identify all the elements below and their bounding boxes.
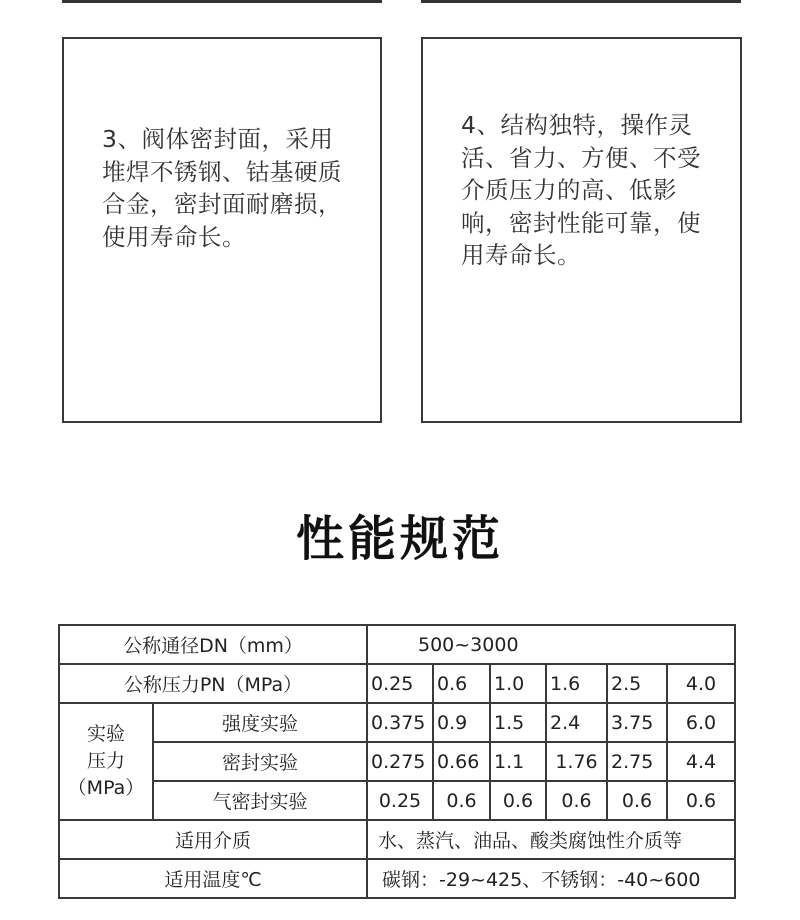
strength-value: 6.0 (667, 703, 735, 742)
card-top-border-left (62, 0, 382, 3)
pn-value: 2.5 (607, 664, 667, 703)
pn-value: 4.0 (667, 664, 735, 703)
strength-value: 1.5 (490, 703, 546, 742)
card-top-border-right (421, 0, 741, 3)
air-seal-value: 0.6 (667, 781, 735, 820)
seal-value: 0.275 (367, 742, 433, 781)
test-pressure-line3: （MPa） (67, 777, 145, 799)
strength-value: 2.4 (546, 703, 607, 742)
air-seal-value: 0.6 (433, 781, 490, 820)
seal-test-label: 密封实验 (153, 742, 367, 781)
table-row-strength (59, 703, 735, 742)
nominal-dn-label: 公称通径DN（mm） (59, 625, 367, 664)
table-row-seal (59, 742, 735, 781)
temperature-value: 碳钢：-29~425、不锈钢：-40~600 (367, 859, 735, 898)
strength-value: 0.375 (367, 703, 433, 742)
feature-card-3-text: 3、阀体密封面，采用堆焊不锈钢、钴基硬质合金，密封面耐磨损，使用寿命长。 (102, 125, 342, 251)
strength-test-label: 强度实验 (153, 703, 367, 742)
feature-card-3 (62, 37, 382, 423)
section-title: 性能规范 (295, 511, 504, 567)
table-row-medium (59, 820, 735, 859)
pn-value: 1.0 (490, 664, 546, 703)
nominal-dn-value: 500~3000 (367, 625, 735, 664)
medium-label: 适用介质 (59, 820, 367, 859)
spec-table (58, 624, 736, 899)
air-seal-value: 0.6 (490, 781, 546, 820)
feature-card-4 (421, 37, 742, 423)
test-pressure-line1: 实验 (86, 723, 125, 745)
pn-value: 0.25 (367, 664, 433, 703)
table-row-nominal-pn (59, 664, 735, 703)
feature-card-4-text: 4、结构独特，操作灵活、省力、方便、不受介质压力的高、低影响，密封性能可靠，使用寿命长。 (461, 111, 701, 269)
air-seal-value: 0.25 (367, 781, 433, 820)
air-seal-value: 0.6 (546, 781, 607, 820)
table-row-temperature (59, 859, 735, 898)
seal-value: 1.76 (546, 742, 607, 781)
seal-value: 1.1 (490, 742, 546, 781)
test-pressure-line2: 压力 (86, 750, 125, 772)
seal-value: 0.66 (433, 742, 490, 781)
table-row-nominal-dn (59, 625, 735, 664)
test-pressure-label (59, 703, 153, 820)
strength-value: 3.75 (607, 703, 667, 742)
seal-value: 4.4 (667, 742, 735, 781)
pn-value: 1.6 (546, 664, 607, 703)
air-seal-value: 0.6 (607, 781, 667, 820)
medium-value: 水、蒸汽、油品、酸类腐蚀性介质等 (367, 820, 735, 859)
table-row-air-seal (59, 781, 735, 820)
temperature-label: 适用温度℃ (59, 859, 367, 898)
pn-value: 0.6 (433, 664, 490, 703)
air-seal-test-label: 气密封实验 (153, 781, 367, 820)
strength-value: 0.9 (433, 703, 490, 742)
nominal-pn-label: 公称压力PN（MPa） (59, 664, 367, 703)
seal-value: 2.75 (607, 742, 667, 781)
